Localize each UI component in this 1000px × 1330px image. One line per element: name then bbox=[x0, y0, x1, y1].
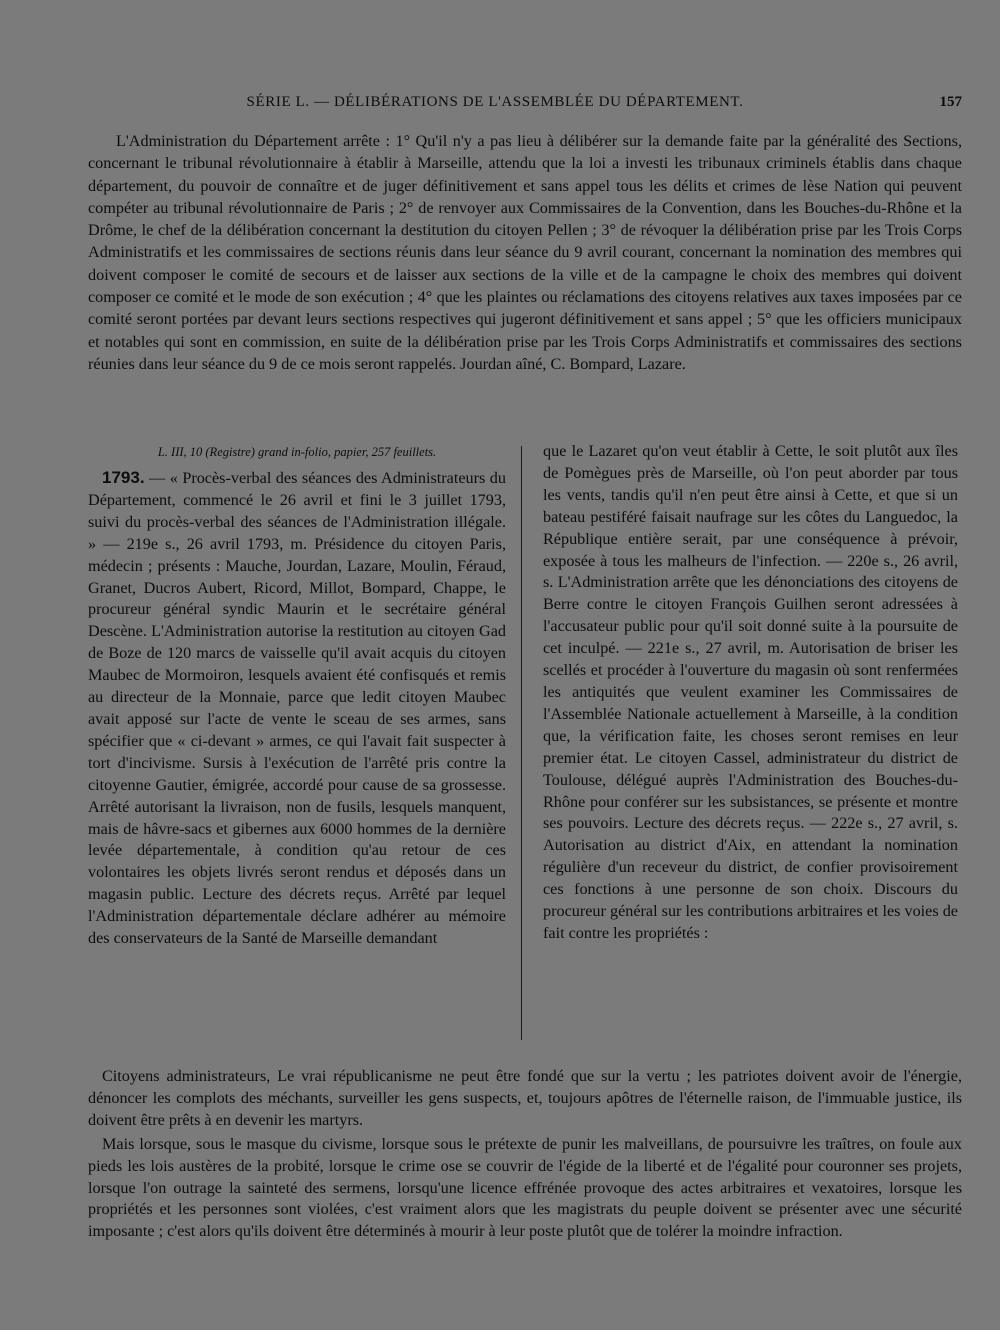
left-column bbox=[88, 444, 506, 950]
archive-reference: L. III, 10 (Registre) grand in-folio, papier, 257 feuillets. bbox=[157, 445, 437, 459]
column-divider bbox=[521, 446, 522, 1040]
page-number: 157 bbox=[939, 94, 962, 110]
entry-year: 1793. bbox=[102, 468, 145, 487]
discourse-section bbox=[88, 1066, 962, 1243]
running-title: SÉRIE L. — DÉLIBÉRATIONS DE L'ASSEMBLÉE DU DÉPARTEMENT. bbox=[246, 94, 744, 110]
right-column-text: que le Lazaret qu'on veut établir à Cette, le soit plutôt aux îles de Pomègues près de Marseille, où l'on peut aborder par tous les vents, tandis qu'il n'en peut être ainsi à Cette, et que si un bateau pestiféré faisait naufrage sur les côtes du Languedoc, la République entière serait, par une conséquence à prévoir, exposée à tous les malheurs de l'infection. — 220e s., 26 avril, s. L'Administration arrête que les dénonciations des citoyens de Berre contre le citoyen François Guilhen seront adressées à l'accusateur public pour qu'il soit donné suite à la poursuite de cet inculpé. — 221e s., 27 avril, m. Autorisation de briser les scellés et procéder à l'ouverture du magasin où sont renfermées les antiquités que veulent examiner les Commissaires de l'Assemblée Nationale actuellement à Marseille, à la condition que, la vérification faite, les choses seront remises en leur premier état. Le citoyen Cassel, administrateur du district de Toulouse, délégué auprès l'Administration des Bouches-du-Rhône pour conférer sur les subsistances, se présente et montre ses pouvoirs. Lecture des décrets reçus. — 222e s., 27 avril, s. Autorisation au district d'Aix, en attendant la nomination régulière d'un receveur du district, de confier provisoirement ces fonctions à une personne de son choix. Discours du procureur général sur les contributions arbitraires et les voies de fait contre les propriétés : bbox=[543, 442, 958, 942]
left-column-text bbox=[88, 467, 506, 950]
intro-paragraph: L'Administration du Département arrête : 1° Qu'il n'y a pas lieu à délibérer sur la demande faite par la généralité des Sections, concernant le tribunal révolutionnaire à établir à Marseille, attendu que la loi a investi les tribunaux criminels établis dans chaque département, du pouvoir de connaître et de juger définitivement et sans appel tous les délits et crimes de lèse Nation qui peuvent compéter au tribunal révolutionnaire de Paris ; 2° de renvoyer aux Commissaires de la Convention, dans les Bouches-du-Rhône et la Drôme, le chef de la délibération concernant la destitution du citoyen Pellen ; 3° de révoquer la délibération prise par les Trois Corps Administratifs et les commissaires de sections réunis dans leur séance du 9 avril courant, concernant la nomination des membres qui doivent composer le comité de secours et de laisser aux sections de la ville et de la campagne le choix des membres qui doivent composer ce comité et le mode de son exécution ; 4° que les plaintes ou réclamations des citoyens relatives aux taxes imposées par ce comité seront portées par devant leurs sections respectives qui jugeront définitivement et sans appel ; 5° que les officiers municipaux et notables qui sont en commission, en suite de la délibération prise par les Trois Corps Administratifs et commissaires des sections réunies dans leur séance du 9 de ce mois seront rappelés. Jourdan aîné, C. Bompard, Lazare. bbox=[88, 132, 962, 373]
discourse-paragraph-2: Mais lorsque, sous le masque du civisme, lorsque sous le prétexte de punir les malveillans, de poursuivre les traîtres, on foule aux pieds les lois austères de la probité, lorsque le crime ose se couvrir de l'égide de la liberté et de l'égalité pour couronner ses projets, lorsque l'on outrage la sainteté des sermens, lorsqu'une licence effrénée provoque des actes arbitraires et vexatoires, lorsque les propriétés et les personnes sont violées, c'est vraiment alors que les magistrats du peuple doivent se présenter avec une sécurité imposante ; c'est alors qu'ils doivent être déterminés à mourir à leur poste plutôt que de tolérer la moindre infraction. bbox=[88, 1134, 962, 1241]
right-column bbox=[543, 441, 958, 945]
discourse-paragraph-1: Citoyens administrateurs, Le vrai républicanisme ne peut être fondé que sur la vertu ; les patriotes doivent avoir de l'énergie, dénoncer les complots des méchants, surveiller les gens suspects, et, toujours apôtres de l'éternelle raison, de l'immuable justice, ils doivent être prêts à en devenir les martyrs. bbox=[88, 1067, 962, 1129]
left-column-body: — « Procès-verbal des séances des Administrateurs du Département, commencé le 26 avril et fini le 3 juillet 1793, suivi du procès-verbal des séances de l'Administration illégale. » — 219e s., 26 avril 1793, m. Présidence du citoyen Paris, médecin ; présents : Mauche, Jourdan, Lazare, Moulin, Féraud, Granet, Ducros Aubert, Ricord, Millot, Bompard, Chappe, le procureur général syndic Maurin et le secrétaire général Descène. L'Administration autorise la restitution au citoyen Gad de Boze de 120 marcs de vaisselle qu'il avait acquis du citoyen Maubec de Mormoiron, lesquels avaient été confisqués et remis au directeur de la Monnaie, parce que ledit citoyen Maubec avait apposé sur l'acte de vente le sceau de ses armes, sans spécifier que « ci-devant » armes, ce qui l'avait fait suspecter à tort d'incivisme. Sursis à l'exécution de l'arrêté pris contre la citoyenne Gautier, émigrée, accordé pour cause de sa grossesse. Arrêté autorisant la livraison, non de fusils, lesquels manquent, mais de hâvre-sacs et gibernes aux 6000 hommes de la dernière levée départementale, à condition qu'au retour de ces volontaires les objets livrés seront rendus et déposés dans un magasin public. Lecture des décrets reçus. Arrêté par lequel l'Administration départementale déclare adhérer au mémoire des conservateurs de la Santé de Marseille demandant bbox=[88, 469, 506, 948]
page-header bbox=[88, 94, 962, 116]
